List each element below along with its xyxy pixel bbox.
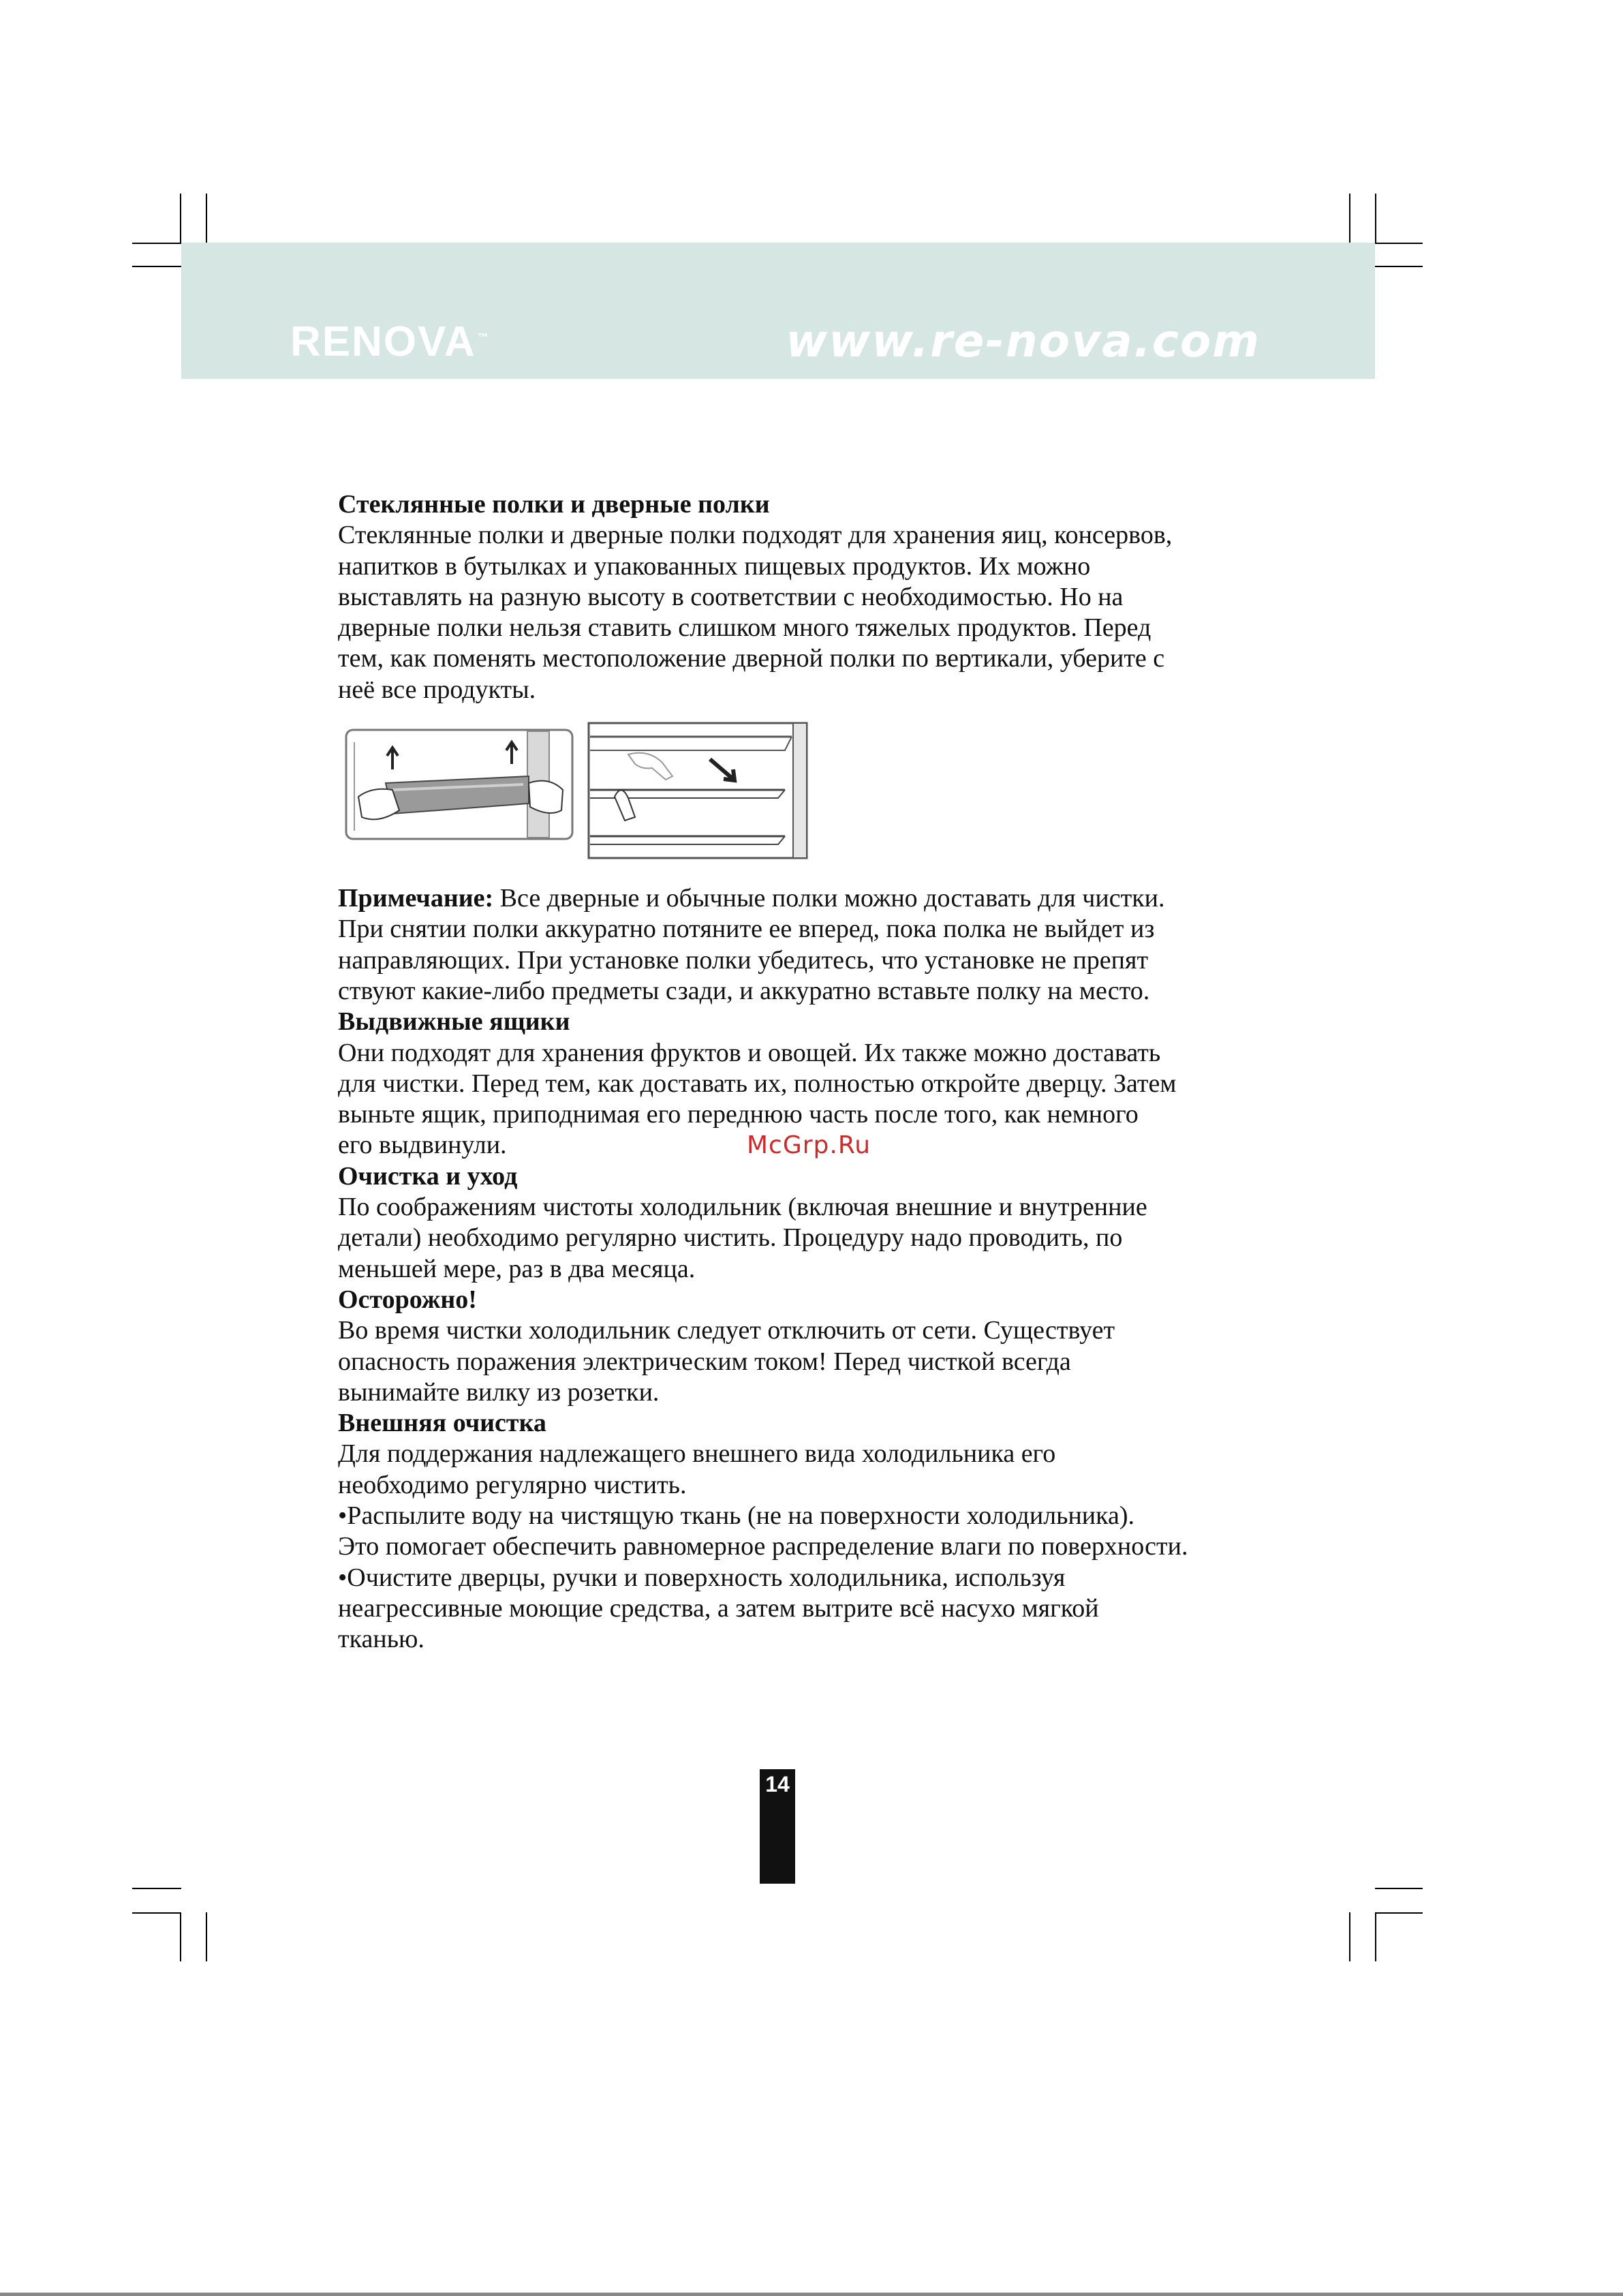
text-line: тканью. bbox=[338, 1625, 424, 1654]
section-heading: Стеклянные полки и дверные полки bbox=[338, 490, 770, 519]
bottom-edge bbox=[0, 2293, 1623, 2296]
text-line: ствуют какие-либо предметы сзади, и аккуратно вставьте полку на место. bbox=[338, 976, 1150, 1005]
crop-mark bbox=[1375, 1912, 1423, 1914]
brand-logo bbox=[290, 318, 490, 366]
website-url[interactable]: www.re-nova.com bbox=[786, 315, 1261, 367]
bullet-line: •Распылите воду на чистящую ткань (не на поверхности холодильника). bbox=[338, 1501, 1135, 1531]
text-line: По соображениям чистоты холодильник (включая внешние и внутренние bbox=[338, 1193, 1147, 1222]
note-text: Все дверные и обычные полки можно доставать для чистки. bbox=[493, 884, 1165, 913]
header-band bbox=[181, 243, 1375, 379]
door-shelf-illustration bbox=[345, 722, 576, 841]
section-heading: Внешняя очистка bbox=[338, 1409, 546, 1438]
text-line: неё все продукты. bbox=[338, 675, 536, 704]
text-line: вынимайте вилку из розетки. bbox=[338, 1377, 660, 1407]
crop-mark bbox=[206, 1912, 207, 1961]
text-line: Они подходят для хранения фруктов и овощей. Их также можно доставать bbox=[338, 1038, 1161, 1067]
text-line: меньшей мере, раз в два месяца. bbox=[338, 1254, 696, 1283]
text-line: детали) необходимо регулярно чистить. Процедуру надо проводить, по bbox=[338, 1223, 1123, 1253]
crop-mark bbox=[132, 1912, 181, 1914]
text-line: неагрессивные моющие средства, а затем вытрите всё насухо мягкой bbox=[338, 1593, 1099, 1623]
crop-mark bbox=[1349, 1912, 1350, 1961]
text-line: опасность поражения электрическим током! Перед чисткой всегда bbox=[338, 1347, 1071, 1376]
crop-mark bbox=[132, 266, 181, 267]
trademark-mark: ™ bbox=[477, 332, 490, 344]
crop-mark bbox=[180, 1912, 181, 1961]
text-line: выставлять на разную высоту в соответствии с необходимостью. Но на bbox=[338, 582, 1124, 611]
note-label: Примечание: bbox=[338, 884, 494, 913]
crop-mark bbox=[1375, 1888, 1423, 1889]
crop-mark bbox=[1375, 266, 1423, 267]
brand-name: RENOVA bbox=[290, 318, 476, 365]
text-line: Это помогает обеспечить равномерное распределение влаги по поверхности. bbox=[338, 1532, 1188, 1561]
section-heading: Очистка и уход bbox=[338, 1161, 518, 1191]
page-number: 14 bbox=[760, 1769, 795, 1884]
crop-mark bbox=[1375, 243, 1423, 244]
text-line: необходимо регулярно чистить. bbox=[338, 1470, 687, 1499]
text-line: направляющих. При установке полки убедитесь, что установке не препят bbox=[338, 945, 1149, 975]
text-line: выньте ящик, приподнимая его переднюю часть после того, как немного bbox=[338, 1100, 1139, 1129]
text-line: При снятии полки аккуратно потяните ее вперед, пока полка не выйдет из bbox=[338, 915, 1155, 944]
text-line: Во время чистки холодильник следует отключить от сети. Существует bbox=[338, 1316, 1115, 1345]
crop-mark bbox=[1375, 1912, 1376, 1961]
watermark: McGrp.Ru bbox=[747, 1131, 871, 1159]
text-line: для чистки. Перед тем, как доставать их, полностью откройте дверцу. Затем bbox=[338, 1069, 1177, 1098]
section-heading: Осторожно! bbox=[338, 1285, 477, 1314]
crop-mark bbox=[132, 1888, 181, 1889]
text-line: Стеклянные полки и дверные полки подходят для хранения яиц, консервов, bbox=[338, 521, 1173, 550]
section-heading: Выдвижные ящики bbox=[338, 1007, 570, 1037]
text-line: дверные полки нельзя ставить слишком много тяжелых продуктов. Перед bbox=[338, 613, 1151, 643]
text-line: его выдвинули. bbox=[338, 1131, 507, 1160]
crop-mark bbox=[206, 194, 207, 243]
crop-mark bbox=[1375, 194, 1376, 243]
text-line: напитков в бутылках и упакованных пищевых продуктов. Их можно bbox=[338, 551, 1091, 581]
crop-mark bbox=[180, 194, 181, 243]
note-line bbox=[338, 883, 1265, 914]
page-content bbox=[338, 489, 1265, 1655]
shelf-figures bbox=[338, 722, 1265, 867]
crop-mark bbox=[1349, 194, 1350, 243]
bullet-line: •Очистите дверцы, ручки и поверхность холодильника, используя bbox=[338, 1563, 1066, 1592]
text-line: тем, как поменять местоположение дверной полки по вертикали, уберите с bbox=[338, 644, 1165, 673]
crop-mark bbox=[132, 243, 181, 244]
glass-shelf-illustration bbox=[587, 722, 812, 861]
text-line: Для поддержания надлежащего внешнего вида холодильника его bbox=[338, 1439, 1056, 1469]
